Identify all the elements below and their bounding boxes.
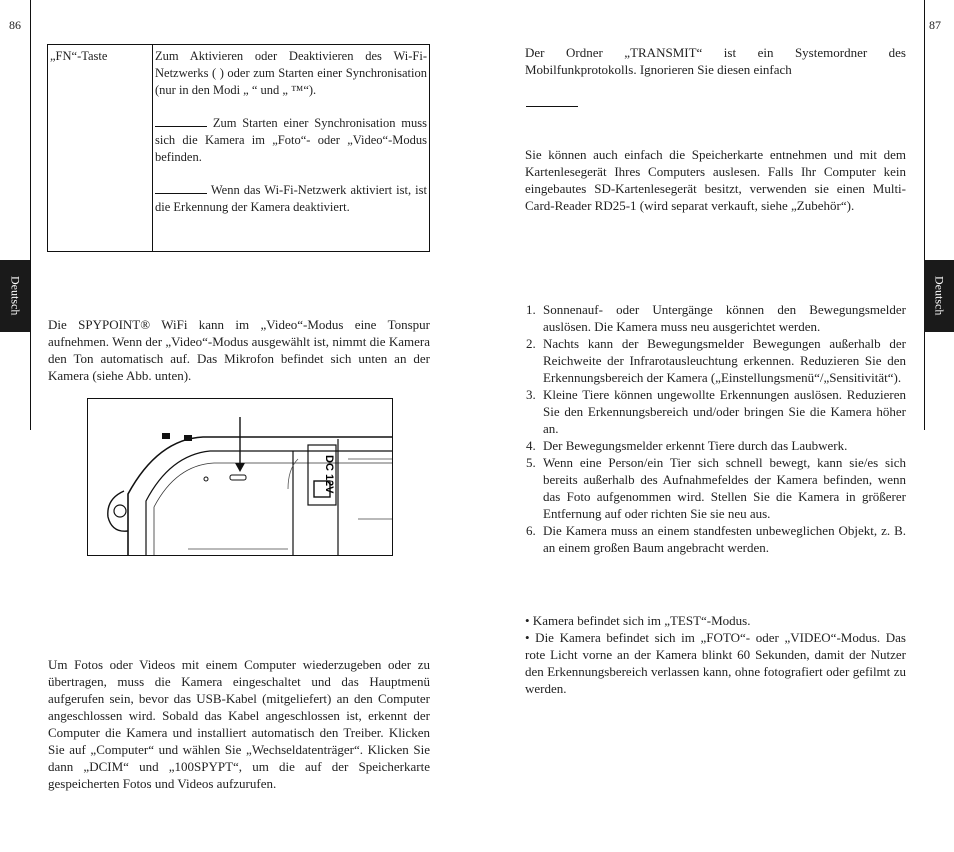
fn-key-label: „FN“-Taste	[48, 45, 153, 252]
camera-bottom-illustration	[88, 399, 392, 555]
transmit-paragraph: Der Ordner „TRANSMIT“ ist ein Systemordner des Mobilfunkprotokolls. Ignorieren Sie diesen einfach	[525, 45, 906, 77]
note-2-text: Wenn das Wi-Fi-Netzwerk aktiviert ist, ist die Erkennung der Kamera deaktiviert.	[155, 183, 427, 214]
usb-paragraph: Um Fotos oder Videos mit einem Computer wiederzugeben oder zu übertragen, muss die Kamera eingeschaltet und das Hauptmenü aufgerufen sein, bevor das USB-Kabel (mitgeliefert) an den Computer angeschlossen wird. Sobald das Kabel angeschlossen ist, erkennt der Computer die Kamera und installiert automatisch den Treiber. Klicken Sie auf „Computer“ und wählen Sie „Wechseldatenträger“. Klicken Sie dann „DCIM“ und „100SPYPT“, um die auf der Speicherkarte gespeicherten Fotos und Videos aufzurufen.	[48, 657, 430, 791]
side-tab-right: Deutsch	[924, 260, 954, 332]
audio-paragraph: Die SPYPOINT® WiFi kann im „Video“-Modus eine Tonspur aufnehmen. Wenn der „Video“-Modus ausgewählt ist, nimmt die Kamera den Ton automatisch auf. Das Mikrofon befindet sich unten an der Kamera (siehe Abb. unten).	[48, 317, 430, 383]
microphone-figure	[87, 398, 393, 556]
fn-key-description-cell	[153, 45, 430, 252]
led-bullet-1: • Kamera befindet sich im „TEST“-Modus.	[525, 613, 751, 628]
sd-card-paragraph: Sie können auch einfach die Speicherkarte entnehmen und mit dem Kartenlesegerät Ihres Computers auslesen. Falls Ihr Computer kein eingebautes SD-Kartenlesegerät besitzt, verwenden sie einen Multi-Card-Reader RD25-1 (wird separat verkauft, siehe „Zubehör“).	[525, 147, 906, 213]
dc-port-label: DC 12V	[323, 455, 335, 494]
fn-key-table	[47, 44, 430, 252]
left-margin-rule	[30, 0, 31, 430]
list-item: 1. Sonnenauf- oder Untergänge können den Bewegungsmelder auslösen. Die Kamera muss neu ausgerichtet werden.	[526, 302, 906, 334]
fn-key-description: Zum Aktivieren oder Deaktivieren des Wi-Fi-Netzwerks ( ) oder zum Starten einer Synchronisation (nur in den Modi „ “ und „ ™“).	[155, 49, 427, 97]
list-item: 6. Die Kamera muss an einem standfesten unbeweglichen Objekt, z. B. an einem großen Baum angebracht werden.	[526, 523, 906, 555]
note-label-blank	[155, 117, 207, 127]
fn-key-note-1	[155, 115, 427, 166]
page-number-left: 86	[9, 18, 21, 32]
right-margin-rule	[924, 0, 925, 430]
note-label-blank	[155, 184, 207, 194]
list-item: 4. Der Bewegungsmelder erkennt Tiere durch das Laubwerk.	[526, 438, 848, 453]
list-item: 2. Nachts kann der Bewegungsmelder Bewegungen außerhalb der Reichweite der Infrarotausleuchtung erkennen. Reduzieren Sie den Erkennungsbereich der Kamera („Einstellungsmenü“/„Sensitivität“).	[526, 336, 906, 385]
side-tab-left: Deutsch	[0, 260, 30, 332]
list-item: 3. Kleine Tiere können ungewollte Erkennungen auslösen. Reduzieren Sie den Erkennungsbereich und/oder bringen Sie die Kamera höher an.	[526, 387, 906, 436]
led-bullet-2: • Die Kamera befindet sich im „FOTO“- oder „VIDEO“-Modus. Das rote Licht vorne an der Kamera blinkt 60 Sekunden, damit der Nutzer den Erkennungsbereich verlassen kann, ohne fotografiert oder gefilmt zu werden.	[525, 630, 906, 696]
page-number-right: 87	[929, 18, 941, 32]
note-label-blank	[526, 97, 578, 107]
note-1-text: Zum Starten einer Synchronisation muss sich die Kamera im „Foto“- oder „Video“-Modus befinden.	[155, 116, 427, 164]
troubleshooting-list	[526, 301, 906, 556]
list-item: 5. Wenn eine Person/ein Tier sich schnell bewegt, kann sie/es sich bereits außerhalb des Aufnahmefeldes der Kamera befinden, wenn das Foto aufgenommen wird. Stellen Sie die Kamera in größerer Entfernung auf oder richten Sie sie neu aus.	[526, 455, 906, 521]
fn-key-note-2	[155, 182, 427, 216]
